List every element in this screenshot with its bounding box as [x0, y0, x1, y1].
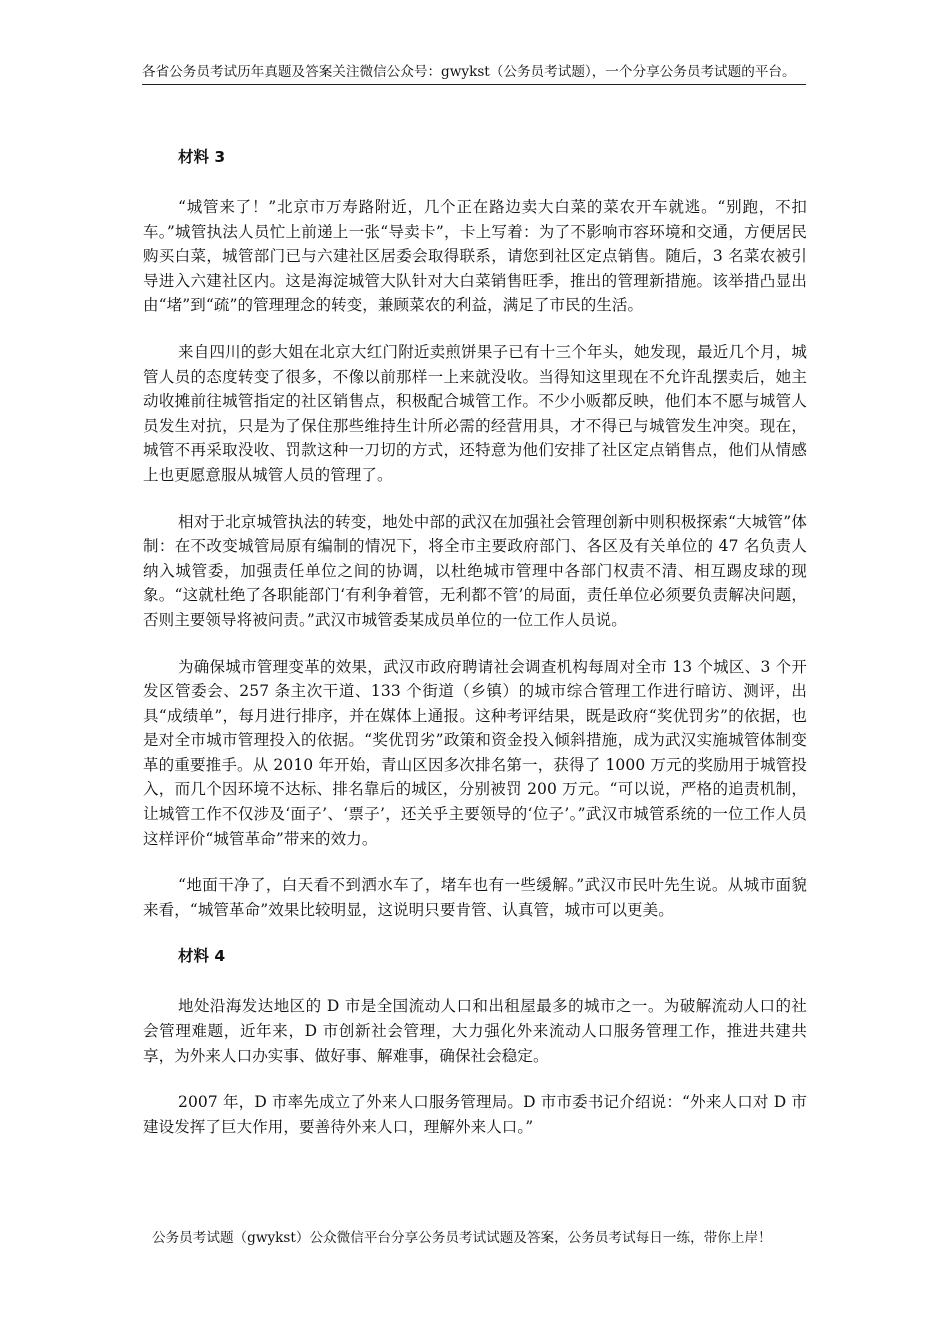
- page-header: 各省公务员考试历年真题及答案关注微信公众号：gwykst（公务员考试题），一个分享公务员考试题的平台。: [142, 64, 796, 80]
- document-body: [143, 145, 807, 1139]
- paragraph: “城管来了！”北京市万寿路附近，几个正在路边卖大白菜的菜农开车就逃。“别跑，不扣车。”城管执法人员忙上前递上一张“导卖卡”，卡上写着：为了不影响市容环境和交通，方便居民购买白菜，城管部门已与六建社区居委会取得联系，请您到社区定点销售。随后，3 名菜农被引导进入六建社区内。这是海淀城管大队针对大白菜销售旺季，推出的管理新措施。该举措凸显出由“堵”到“疏”的管理理念的转变，兼顾菜农的利益，满足了市民的生活。: [143, 198, 807, 315]
- paragraph: 来自四川的彭大姐在北京大红门附近卖煎饼果子已有十三个年头，她发现，最近几个月，城管人员的态度转变了很多，不像以前那样一上来就没收。当得知这里现在不允许乱摆卖后，她主动收摊前往城管指定的社区销售点，积极配合城管工作。不少小贩都反映，他们本不愿与城管人员发生对抗，只是为了保住那些维持生计所必需的经营用具，才不得已与城管发生冲突。现在，城管不再采取没收、罚款这种一刀切的方式，还特意为他们安排了社区定点销售点，他们从情感上也更愿意服从城管人员的管理了。: [143, 342, 807, 484]
- paragraph: “地面干净了，白天看不到洒水车了，堵车也有一些缓解。”武汉市民叶先生说。从城市面貌来看，“城管革命”效果比较明显，这说明只要肯管、认真管，城市可以更美。: [143, 876, 807, 919]
- paragraph: 地处沿海发达地区的 D 市是全国流动人口和出租屋最多的城市之一。为破解流动人口的社会管理难题，近年来，D 市创新社会管理，大力强化外来流动人口服务管理工作，推进共建共享，为外来人口办实事、做好事、解难事，确保社会稳定。: [143, 997, 807, 1065]
- paragraph: 2007 年，D 市率先成立了外来人口服务管理局。D 市市委书记介绍说：“外来人口对 D 市建设发挥了巨大作用，要善待外来人口，理解外来人口。”: [143, 1093, 807, 1136]
- paragraph: 为确保城市管理变革的效果，武汉市政府聘请社会调查机构每周对全市 13 个城区、3 个开发区管委会、257 条主次干道、133 个街道（乡镇）的城市综合管理工作进行暗访、测评，出具“成绩单”，每月进行排序，并在媒体上通报。这种考评结果，既是政府“奖优罚劣”的依据，也是对全市城市管理投入的依据。“奖优罚劣”政策和资金投入倾斜措施，成为武汉实施城管体制变革的重要推手。从 2010 年开始，青山区因多次排名第一，获得了 1000 万元的奖励用于城管投入，而几个因环境不达标、排名靠后的城区，分别被罚 200 万元。“可以说，严格的追责机制，让城管工作不仅涉及‘面子’、‘票子’，还关乎主要领导的‘位子’。”武汉市城管系统的一位工作人员这样评价“城管革命”带来的效力。: [143, 657, 807, 848]
- page-footer: 公务员考试题（gwykst）公众微信平台分享公务员考试试题及答案，公务员考试每日一练，带你上岸！: [152, 1230, 772, 1246]
- section-heading-material-4: 材料 4: [178, 947, 226, 966]
- section-heading-material-3: 材料 3: [178, 148, 226, 166]
- paragraph: 相对于北京城管执法的转变，地处中部的武汉在加强社会管理创新中则积极探索“大城管”体制：在不改变城管局原有编制的情况下，将全市主要政府部门、各区及有关单位的 47 名负责人纳入城管委，加强责任单位之间的协调，以杜绝城市管理中各部门权责不清、相互踢皮球的现象。“这就杜绝了各职能部门‘有利争着管，无利都不管’的局面，责任单位必须要负责解决问题，否则主要领导将被问责。”武汉市城管委某成员单位的一位工作人员说。: [143, 512, 807, 629]
- header-divider: [142, 84, 806, 85]
